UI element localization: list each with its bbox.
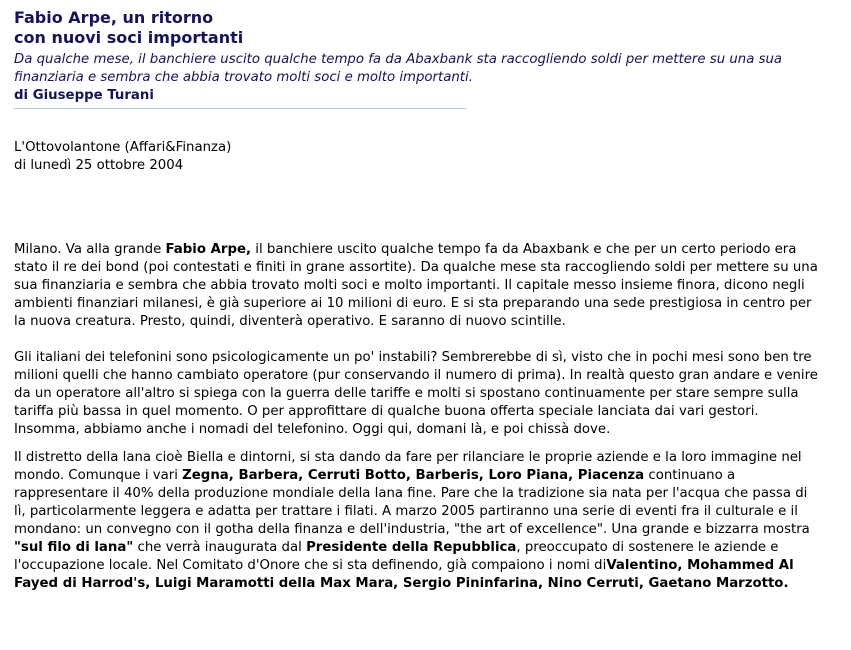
article-title-line-2: con nuovi soci importanti bbox=[14, 28, 244, 47]
article-title-line-1: Fabio Arpe, un ritorno bbox=[14, 8, 214, 27]
paragraph-lana bbox=[14, 449, 822, 593]
paragraph-arpe-text-2: il banchiere uscito qualche tempo fa da Abaxbank e che per un certo periodo era stato il re dei bond (poi contestati e finiti in grane assortite). Da qualche mese sta raccogliendo soldi per mettere su una sua finanziaria e sembra che abbia trovato molti soci e molto importanti. Il capitale messo insieme finora, dicono negli ambienti finanziari milanesi, è già superiore ai 10 milioni di euro. E si sta preparando una sede prestigiosa in centro per la nuova creatura. Presto, quindi, diventerà operativo. E saranno di nuovo scintille. bbox=[14, 242, 818, 329]
paragraph-telefonini: Gli italiani dei telefonini sono psicologicamente un po' instabili? Sembrerebbe di sì, visto che in pochi mesi sono ben tre milioni quelli che hanno cambiato operatore (pur conservando il numero di prima). In realtà questo gran andare e venire da un operatore all'altro si spiega con la guerra delle tariffe e molti si spostano continuamente per stare sempre sulla tariffa più bassa in quel momento. O per approfittare di qualche buona offerta speciale lanciata dai vari gestori. Insomma, abbiamo anche i nomadi del telefonino. Oggi qui, domani là, e poi chissà dove. bbox=[14, 350, 818, 437]
paragraph-lana-bold-brands: Zegna, Barbera, Cerruti Botto, Barberis, Loro Piana, Piacenza bbox=[182, 468, 645, 483]
article-author: di Giuseppe Turani bbox=[14, 88, 154, 103]
source-publication: L'Ottovolantone (Affari&Finanza) bbox=[14, 140, 232, 155]
header-divider bbox=[14, 108, 466, 109]
paragraph-lana-bold-mostra: "sul filo di lana" bbox=[14, 540, 134, 555]
article-title bbox=[14, 8, 837, 48]
paragraph-arpe-text-1: Milano. Va alla grande bbox=[14, 242, 166, 257]
source-date: di lunedì 25 ottobre 2004 bbox=[14, 158, 184, 173]
paragraph-lana-bold-names: Valentino, Mohammed Al Fayed di Harrod's, Luigi Maramotti della Max Mara, Sergio Pininfarina, Nino Cerruti, Gaetano Marzotto. bbox=[14, 558, 794, 591]
paragraph-lana-text-1: Il distretto della lana cioè Biella e dintorni, si sta dando da fare per rilanciare le proprie aziende e la loro immagine nel mondo. Comunque i vari bbox=[14, 450, 802, 483]
paragraph-arpe-bold-name: Fabio Arpe, bbox=[165, 242, 252, 257]
article-source bbox=[14, 139, 837, 175]
paragraph-lana-bold-presidente: Presidente della Repubblica bbox=[306, 540, 517, 555]
paragraph-arpe bbox=[14, 241, 822, 331]
paragraph-lana-text-3: che verrà inaugurata dal bbox=[133, 540, 307, 555]
paragraph-lana-text-2: continuano a rappresentare il 40% della produzione mondiale della lana fine. Pare che la tradizione sia nata per l'acqua che passa di lì, particolarmente leggera e adatta per trattare i filati. A marzo 2005 partiranno una serie di eventi fra il culturale e il mondano: un convegno con il gotha della finanza e dell'industria, "the art of excellence". Una grande e bizzarra mostra bbox=[14, 468, 810, 537]
paragraph-lana-text-4: , preoccupato di sostenere le aziende e l'occupazione locale. Nel Comitato d'Onore che si sta definendo, già compaiono i nomi di bbox=[14, 540, 779, 573]
article-summary: Da qualche mese, il banchiere uscito qualche tempo fa da Abaxbank sta raccogliendo soldi per mettere su una sua finanziaria e sembra che abbia trovato molti soci e molto importanti. bbox=[14, 52, 783, 85]
